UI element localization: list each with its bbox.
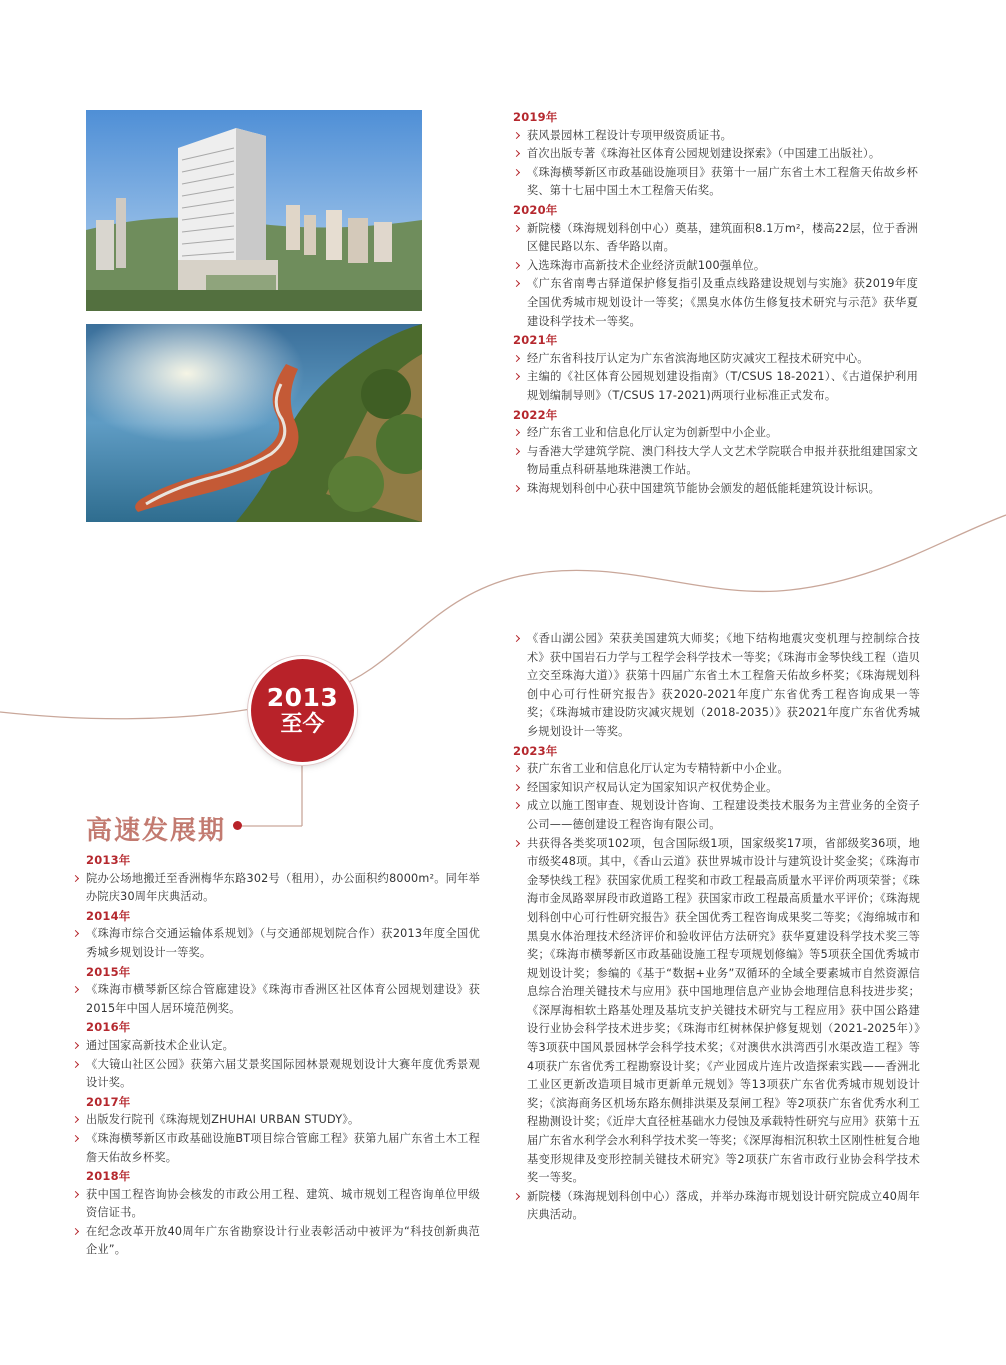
year-heading: 2022年: [513, 407, 558, 422]
timeline-top-right: [513, 108, 918, 498]
phase-title: 高速发展期: [86, 816, 227, 846]
year-heading: 2013年: [86, 853, 131, 867]
timeline-entry: 《珠海市综合交通运输体系规划》（与交通部规划院合作）获2013年度全国优秀城乡规划设计一等奖。: [72, 925, 480, 962]
year-heading: 2021年: [513, 333, 558, 348]
year-block-2018: [72, 1167, 480, 1260]
year-block-2023: [513, 742, 920, 1225]
timeline-entry: 获中国工程咨询协会核发的市政公用工程、建筑、城市规划工程咨询单位甲级资信证书。: [72, 1186, 480, 1223]
year-block-2016: [72, 1018, 480, 1092]
badge-suffix: 至今: [280, 711, 325, 737]
timeline-entry: 成立以施工图审查、规划设计咨询、工程建设类技术服务为主营业务的全资子公司——德创建设工程咨询有限公司。: [513, 797, 920, 834]
timeline-entry: 获广东省工业和信息化厅认定为专精特新中小企业。: [513, 760, 920, 779]
timeline-bottom-right: [513, 630, 920, 1225]
year-block-2021: [513, 331, 918, 405]
year-heading: 2020年: [513, 202, 558, 217]
year-block-2013: [72, 851, 480, 907]
year-heading: 2017年: [86, 1094, 131, 1109]
timeline-entry: 珠海规划科创中心获中国建筑节能协会颁发的超低能耗建筑设计标识。: [513, 480, 918, 499]
timeline-entry: 新院楼（珠海规划科创中心）奠基，建筑面积8.1万m²，楼高22层，位于香洲区健民路以东、香华路以南。: [513, 220, 918, 257]
year-block-continued: [513, 630, 920, 742]
year-block-2022: [513, 406, 918, 499]
timeline-entry: 获风景园林工程设计专项甲级资质证书。: [513, 127, 918, 146]
timeline-entry: 与香港大学建筑学院、澳门科技大学人文艺术学院联合申报并获批组建国家文物局重点科研基地珠港澳工作站。: [513, 443, 918, 480]
year-block-2020: [513, 201, 918, 331]
year-heading: 2015年: [86, 964, 131, 979]
timeline-entry: 通过国家高新技术企业认定。: [72, 1037, 480, 1056]
timeline-entry: 《珠海横琴新区市政基础设施BT项目综合管廊工程》获第九届广东省土木工程詹天佑故乡杯奖。: [72, 1130, 480, 1167]
timeline-entry: 《大镜山社区公园》获第六届艾景奖国际园林景观规划设计大赛年度优秀景观设计奖。: [72, 1056, 480, 1093]
year-block-2019: [513, 108, 918, 201]
timeline-entry: 经广东省工业和信息化厅认定为创新型中小企业。: [513, 424, 918, 443]
building-photo: [86, 110, 422, 311]
timeline-entry: 《广东省南粤古驿道保护修复指引及重点线路建设规划与实施》获2019年度全国优秀城市规划设计一等奖；《黑臭水体仿生修复技术研究与示范》获华夏建设科学技术一等奖。: [513, 275, 918, 331]
year-block-2015: [72, 963, 480, 1019]
timeline-bottom-left: [72, 851, 480, 1260]
year-heading: 2014年: [86, 908, 131, 923]
era-badge: [251, 659, 354, 762]
year-block-2017: [72, 1093, 480, 1167]
year-heading: 2016年: [86, 1020, 131, 1035]
timeline-entry: 经广东省科技厅认定为广东省滨海地区防灾减灾工程技术研究中心。: [513, 350, 918, 369]
coastal-boardwalk-photo: [86, 324, 422, 522]
year-heading: 2019年: [513, 110, 558, 124]
timeline-entry: 首次出版专著《珠海社区体育公园规划建设探索》（中国建工出版社）。: [513, 145, 918, 164]
timeline-entry: 《珠海市横琴新区综合管廊建设》《珠海市香洲区社区体育公园规划建设》获2015年中国人居环境范例奖。: [72, 981, 480, 1018]
timeline-entry: 院办公场地搬迁至香洲梅华东路302号（租用），办公面积约8000m²。同年举办院庆30周年庆典活动。: [72, 870, 480, 907]
badge-year: 2013: [266, 682, 339, 712]
timeline-entry: 《珠海横琴新区市政基础设施项目》获第十一届广东省土木工程詹天佑故乡杯奖、第十七届中国土木工程詹天佑奖。: [513, 164, 918, 201]
timeline-entry: 新院楼（珠海规划科创中心）落成，并举办珠海市规划设计研究院成立40周年庆典活动。: [513, 1188, 920, 1225]
year-block-2014: [72, 907, 480, 963]
timeline-entry: 《香山湖公园》荣获美国建筑大师奖；《地下结构地震灾变机理与控制综合技术》获中国岩石力学与工程学会科学技术一等奖；《珠海市金琴快线工程（造贝立交至珠海大道）》获第十四届广东省土木工程詹天佑故乡杯奖；《珠海规划科创中心可行性研究报告》获2020-2021年度广东省优秀工程咨询成果一等奖；《珠海城市建设防灾减灾规划（2018-2035）》获2021年度广东省优秀城乡规划设计一等奖。: [513, 630, 920, 742]
year-heading: 2023年: [513, 743, 558, 758]
timeline-entry: 经国家知识产权局认定为国家知识产权优势企业。: [513, 779, 920, 798]
year-heading: 2018年: [86, 1169, 131, 1184]
timeline-entry: 入选珠海市高新技术企业经济贡献100强单位。: [513, 257, 918, 276]
timeline-entry: 出版发行院刊《珠海规划ZHUHAI URBAN STUDY》。: [72, 1111, 480, 1130]
timeline-entry: 在纪念改革开放40周年广东省勘察设计行业表彰活动中被评为“科技创新典范企业”。: [72, 1223, 480, 1260]
phase-marker-dot: [233, 821, 242, 830]
timeline-entry: 共获得各类奖项102项，包含国际级1项，国家级奖17项，省部级奖36项，地市级奖48项。其中，《香山云道》获世界城市设计与建筑设计奖金奖；《珠海市金琴快线工程》获国家优质工程奖和市政工程最高质量水平评价两项荣誉；《珠海市金凤路翠屏段市政道路工程》获国家市政工程最高质量水平评价；《珠海规划科创中心可行性研究报告》获全国优秀工程咨询成果奖二等奖；《海绵城市和黑臭水体治理技术经济评价和验收评估方法研究》获华夏建设科学技术奖三等奖；《珠海市横琴新区市政基础设施工程专项规划修编》等5项获全国优秀城市规划设计奖；参编的《基于“数据+业务”双循环的全域全要素城市自然资源信息综合治理关键技术与应用》获中国地理信息产业协会地理信息科技进步奖；《深厚海相软土路基处理及基坑支护关键技术研究与工程应用》获中国公路建设行业协会科学技术进步奖；《珠海市红树林保护修复规划（2021-2025年）》等3项获中国风景园林学会科学技术奖；《对澳供水洪湾西引水渠改造工程》等4项获广东省优秀工程勘察设计奖；《产业园成片连片改造探索实践——香洲北工业区更新改造项目城市更新单元规划》等13项获广东省优秀城市规划设计奖；《滨海商务区机场东路东侧排洪渠及泵闸工程》等2项获广东省优秀水利工程勘测设计奖；《近岸大直径桩基础水力侵蚀及承载特性研究与应用》获第十五届广东省水利学会水利科学技术奖一等奖；《深厚海相沉积软土区刚性桩复合地基变形规律及变形控制关键技术研究》等2项获广东省市政行业协会科学技术奖一等奖。: [513, 835, 920, 1188]
timeline-entry: 主编的《社区体育公园规划建设指南》（T/CSUS 18-2021）、《古道保护利用规划编制导则》（T/CSUS 17-2021)两项行业标准正式发布。: [513, 368, 918, 405]
